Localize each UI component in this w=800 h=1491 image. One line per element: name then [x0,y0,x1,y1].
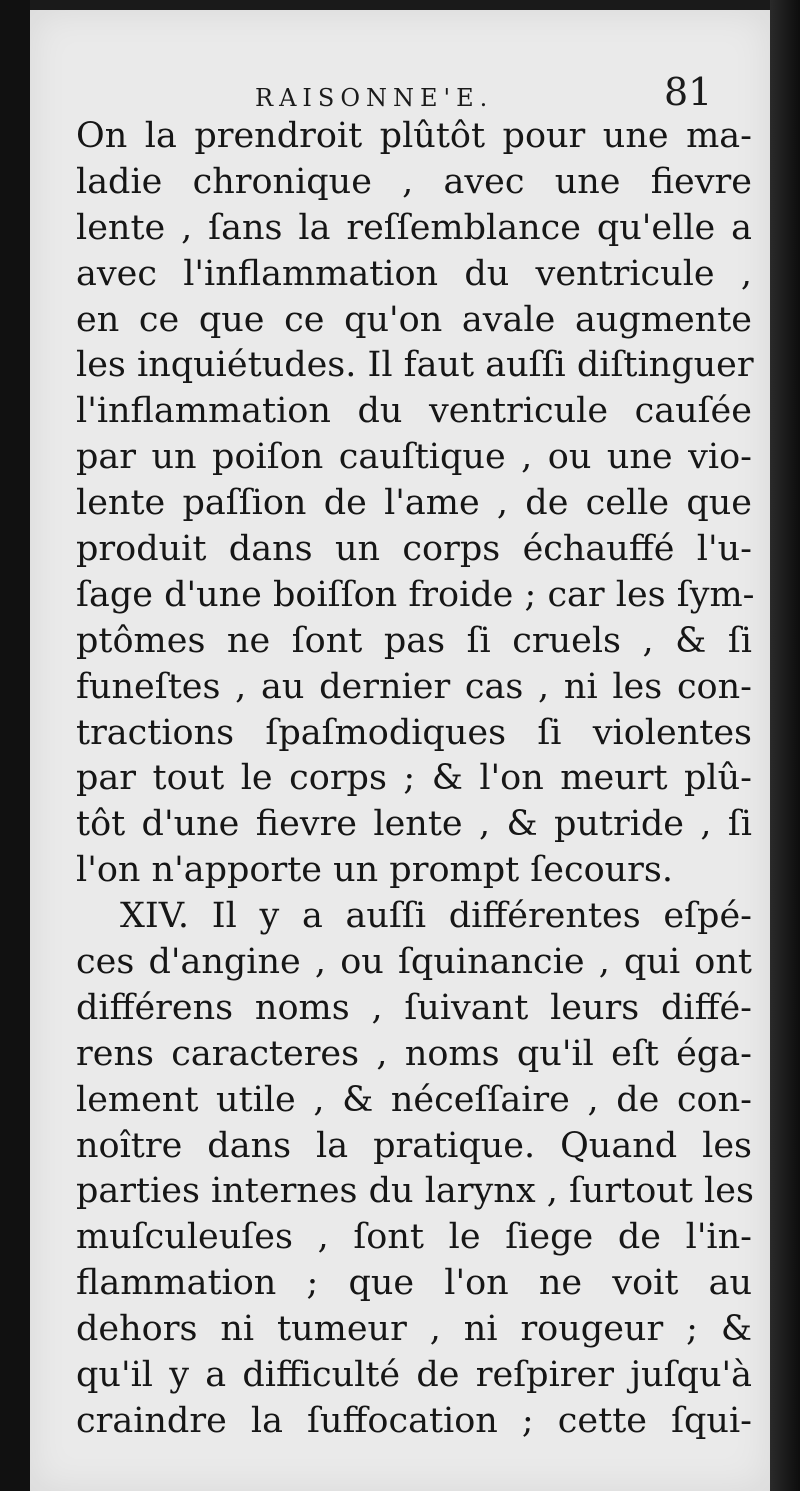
text-line: ptômes ne ſont pas ſi cruels , & ſi [76,620,752,661]
text-line: lement utile , & néceſſaire , de con- [76,1079,752,1120]
text-line: dehors ni tumeur , ni rougeur ; & [76,1309,752,1350]
text-line: tôt d'une fievre lente , & putride , ſi [76,804,752,845]
text-line: rens caracteres , noms qu'il eſt éga- [76,1033,752,1074]
paragraph-end-line: l'on n'apporte un prompt ſecours. [76,850,673,891]
text-line: funeſtes , au dernier cas , ni les con- [76,666,752,707]
section-start-line: XIV. Il y a auſſi différentes eſpé- [120,896,752,937]
left-scan-edge [0,0,30,1491]
right-scan-edge [770,0,800,1491]
text-line: différens noms , ſuivant leurs diffé- [76,987,752,1028]
text-line: noître dans la pratique. Quand les [76,1125,752,1166]
text-line: en ce que ce qu'on avale augmente [76,299,752,340]
running-head [30,70,770,116]
text-line: On la prendroit plûtôt pour une ma- [76,116,752,156]
running-head-title: RAISONNE'E. [255,84,494,112]
page-number: 81 [664,70,713,114]
text-line: produit dans un corps échauffé l'u- [76,529,752,570]
text-line: tractions ſpaſmodiques ſi violentes [76,712,752,753]
book-page [30,10,770,1491]
text-line: parties internes du larynx , ſurtout les [76,1171,754,1212]
text-line: par tout le corps ; & l'on meurt plû- [76,758,752,799]
text-line: avec l'inflammation du ventricule , [76,253,752,294]
text-line: ces d'angine , ou ſquinancie , qui ont [76,942,752,983]
text-line: muſculeuſes , ſont le ſiege de l'in- [76,1217,752,1258]
text-line: ſage d'une boiſſon froide ; car les ſym- [76,574,755,615]
text-line: qu'il y a difficulté de reſpirer juſqu'à [76,1355,752,1396]
text-line: les inquiétudes. Il faut auſſi diſtinguer [76,345,754,386]
text-line: lente paſſion de l'ame , de celle que [76,483,752,524]
text-line: l'inflammation du ventricule cauſée [76,391,752,432]
text-line: ladie chronique , avec une fievre [76,161,752,202]
text-line: flammation ; que l'on ne voit au [76,1263,752,1304]
text-line: craindre la ſuffocation ; cette ſqui- [76,1400,752,1441]
text-line: lente , ſans la reſſemblance qu'elle a [76,207,752,248]
body-text [76,114,755,1445]
text-line: par un poiſon cauſtique , ou une vio- [76,437,752,478]
